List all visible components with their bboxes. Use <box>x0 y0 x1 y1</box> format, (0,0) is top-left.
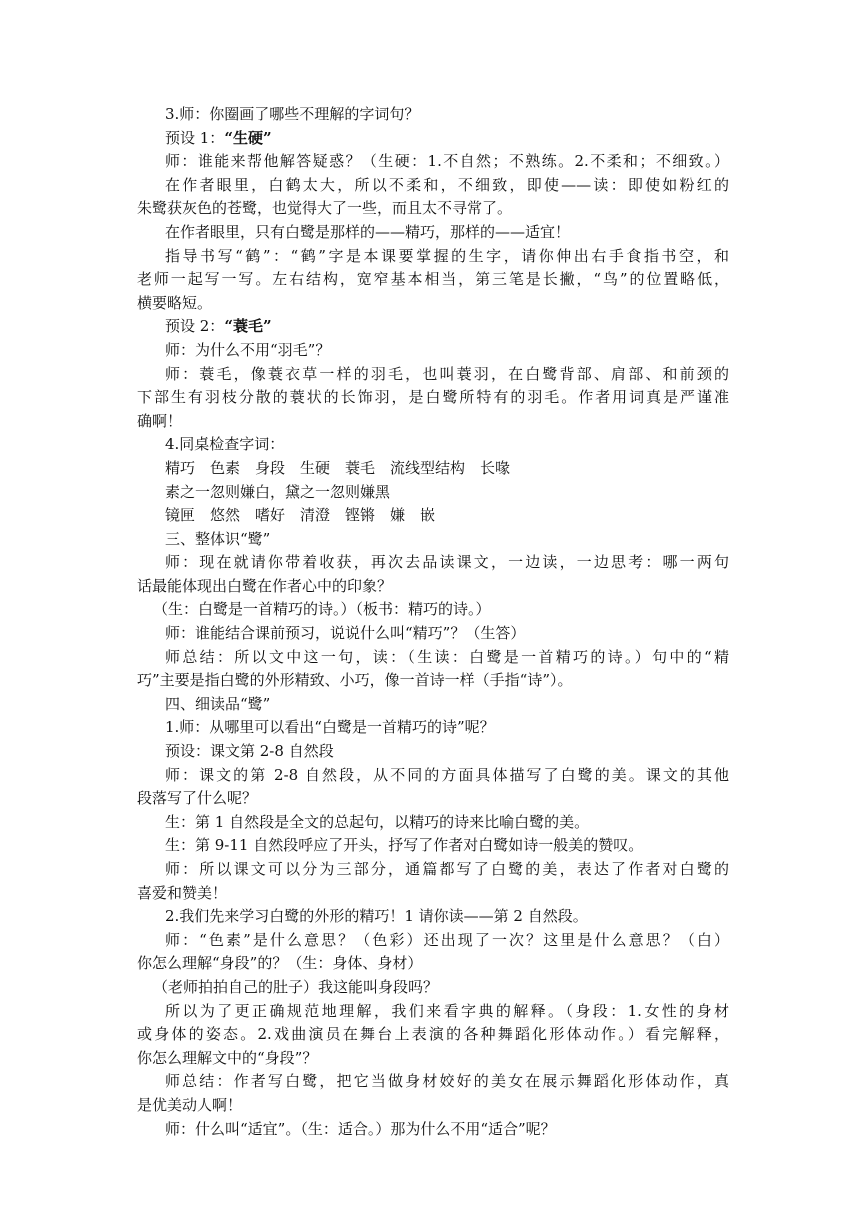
text-line <box>137 1000 729 1024</box>
text-line <box>137 811 729 835</box>
text-line <box>137 457 729 481</box>
line-text: 在作者眼里，只有白鹭是那样的——精巧，那样的——适宜！ <box>165 222 571 241</box>
text-line <box>137 622 729 646</box>
bold-term: “生硬” <box>224 128 272 147</box>
text-line <box>137 433 729 457</box>
text-line <box>137 150 729 174</box>
line-text: 2.我们先来学习白鹭的外形的精巧！1 请你读——第 2 自然段。 <box>165 907 588 926</box>
text-line <box>137 834 729 858</box>
text-line <box>137 197 729 221</box>
line-text: 师：所以课文可以分为三部分，通篇都写了白鹭的美，表达了作者对白鹭的 <box>165 860 729 878</box>
text-line <box>137 245 729 269</box>
line-text: 三、整体识“鹭” <box>165 529 271 548</box>
text-line <box>137 598 729 622</box>
line-label: 预设 1： <box>165 128 225 147</box>
text-line <box>137 174 729 198</box>
line-text: 素之一忽则嫌白，黛之一忽则嫌黑 <box>165 482 391 501</box>
text-line <box>137 646 729 670</box>
text-line <box>137 221 729 245</box>
text-line <box>137 929 729 953</box>
line-text: 是优美动人啊！ <box>137 1095 243 1114</box>
line-text: 师：什么叫“适宜”。（生：适合。）那为什么不用“适合”呢？ <box>165 1119 556 1138</box>
line-text: 师：蓑毛，像蓑衣草一样的羽毛，也叫蓑羽，在白鹭背部、肩部、和前颈的 <box>165 364 729 383</box>
text-line <box>137 787 729 811</box>
line-text: 四、细读品“鹭” <box>165 694 271 713</box>
line-text: 横要略短。 <box>137 293 213 312</box>
line-text: （生：白鹭是一首精巧的诗。）（板书：精巧的诗。） <box>153 600 491 619</box>
line-text: 巧”主要是指白鹭的外形精致、小巧，像一首诗一样（手指“诗”）。 <box>137 671 573 690</box>
line-text: 师：谁能结合课前预习，说说什么叫“精巧”？（生答） <box>165 624 526 643</box>
text-line <box>137 127 729 151</box>
text-line <box>137 716 729 740</box>
line-text: 所以为了更正确规范地理解，我们来看字典的解释。（身段：1.女性的身材 <box>165 1001 729 1020</box>
text-line <box>137 481 729 505</box>
line-text: 确啊！ <box>137 411 183 430</box>
line-text: 下部生有羽枝分散的蓑状的长饰羽，是白鹭所特有的羽毛。作者用词真是严谨准 <box>137 388 729 407</box>
text-line <box>137 1023 729 1047</box>
document-body <box>137 103 729 1141</box>
line-text: 师：课文的第 2-8 自然段，从不同的方面具体描写了白鹭的美。课文的其他 <box>165 765 729 784</box>
text-line <box>137 952 729 976</box>
line-text: 生：第 1 自然段是全文的总起句，以精巧的诗来比喻白鹭的美。 <box>165 812 590 831</box>
text-line <box>137 410 729 434</box>
bold-term: “蓑毛” <box>224 317 272 336</box>
line-label: 预设 2： <box>165 317 225 336</box>
text-line <box>137 292 729 316</box>
text-line <box>137 669 729 693</box>
line-text: 3.师：你圈画了哪些不理解的字词句？ <box>165 105 420 123</box>
line-text: 师：谁能来帮他解答疑惑？（生硬：1.不自然；不熟练。2.不柔和；不细致。） <box>165 152 729 171</box>
line-text: 话最能体现出白鹭在作者心中的印象？ <box>137 576 393 595</box>
line-text: 你怎么理解文中的“身段”？ <box>137 1048 318 1067</box>
line-text: 师总结：所以文中这一句，读：（生读：白鹭是一首精巧的诗。）句中的“精 <box>165 647 729 666</box>
line-text: 师：为什么不用“羽毛”？ <box>165 340 331 359</box>
text-line <box>137 103 729 127</box>
text-lines <box>137 103 729 1141</box>
line-text: 生：第 9-11 自然段呼应了开头，抒写了作者对白鹭如诗一般美的赞叹。 <box>165 836 644 855</box>
text-line <box>137 1094 729 1118</box>
line-text: （老师拍拍自己的肚子）我这能叫身段吗？ <box>153 977 439 996</box>
text-line <box>137 976 729 1000</box>
line-text: 4.同桌检查字词： <box>165 435 285 454</box>
text-line <box>137 504 729 528</box>
text-line <box>137 740 729 764</box>
text-line <box>137 1047 729 1071</box>
text-line <box>137 575 729 599</box>
line-text: 师：“色素”是什么意思？（色彩）还出现了一次？这里是什么意思？（白） <box>165 930 729 949</box>
line-text: 朱鹭获灰色的苍鹭，也觉得大了一些，而且太不寻常了。 <box>137 199 513 218</box>
line-text: 1.师：从哪里可以看出“白鹭是一首精巧的诗”呢？ <box>165 718 495 737</box>
line-text: 预设：课文第 2-8 自然段 <box>165 742 334 761</box>
text-line <box>137 315 729 339</box>
line-text: 或身体的姿态。2.戏曲演员在舞台上表演的各种舞蹈化形体动作。）看完解释， <box>137 1025 729 1044</box>
line-text: 在作者眼里，白鹤太大，所以不柔和，不细致，即使——读：即使如粉红的 <box>165 175 729 194</box>
line-text: 精巧 色素 身段 生硬 蓑毛 流线型结构 长喙 <box>165 458 511 477</box>
text-line <box>137 1070 729 1094</box>
text-line <box>137 268 729 292</box>
line-text: 你怎么理解“身段”的？（生：身体、身材） <box>137 954 423 973</box>
text-line <box>137 905 729 929</box>
text-line <box>137 882 729 906</box>
line-text: 师总结：作者写白鹭，把它当做身材姣好的美女在展示舞蹈化形体动作，真 <box>165 1072 729 1091</box>
text-line <box>137 363 729 387</box>
text-line <box>137 339 729 363</box>
text-line <box>137 858 729 882</box>
text-line <box>137 528 729 552</box>
line-text: 镜匣 悠然 嗜好 清澄 铿锵 嫌 嵌 <box>165 506 436 525</box>
text-line <box>137 764 729 788</box>
text-line <box>137 551 729 575</box>
line-text: 师：现在就请你带着收获，再次去品读课文，一边读，一边思考：哪一两句 <box>165 553 729 572</box>
line-text: 老师一起写一写。左右结构，宽窄基本相当，第三笔是长撇，“鸟”的位置略低， <box>137 270 729 289</box>
line-text: 段落写了什么呢？ <box>137 789 258 808</box>
line-text: 喜爱和赞美！ <box>137 883 228 902</box>
text-line <box>137 1118 729 1142</box>
line-text: 指导书写“鹤”：“鹤”字是本课要掌握的生字，请你伸出右手食指书空，和 <box>165 246 729 265</box>
text-line <box>137 693 729 717</box>
text-line <box>137 386 729 410</box>
